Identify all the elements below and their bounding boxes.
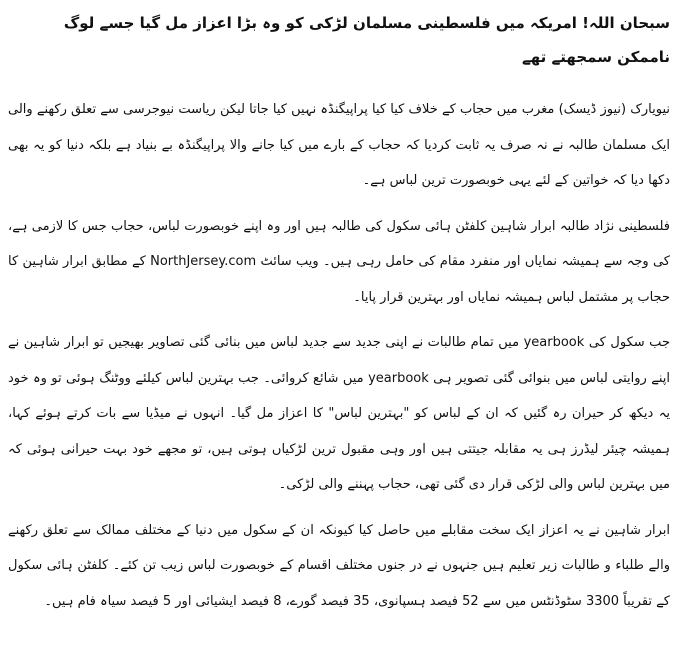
article-paragraph-4: ابرار شاہین نے یہ اعزاز ایک سخت مقابلے میں حاصل کیا کیونکہ ان کے سکول میں دنیا کے مختلف ممالک سے تعلق رکھنے والے طلباء و طالبات زیر تعلیم ہیں جنہوں نے در جنوں مختلف اقسام کے خوبصورت لباس زیب تن کئے۔ کلفٹن ہائی سکول کے تقریباً 3300 سٹوڈنٹس میں سے 52 فیصد ہسپانوی، 35 فیصد گورے، 8 فیصد ایشیائی اور 5 فیصد سیاہ فام ہیں۔ xyxy=(8,522,670,609)
article-paragraph-3: جب سکول کی yearbook میں تمام طالبات نے اپنی جدید سے جدید لباس میں بنائی گئی تصاویر بھیجیں تو ابرار شاہین نے اپنے روایتی لباس میں بنوائی گئی تصویر ہی yearbook میں شائع کروائی۔ جب بہترین لباس کیلئے ووٹنگ ہوئی تو وہ خود یہ دیکھ کر حیران رہ گئیں کہ ان کے لباس کو "بہترین لباس" کا اعزاز مل گیا۔ انہوں نے میڈیا سے بات کرتے ہوئے کہا، ہمیشہ چیئر لیڈرز ہی یہ مقابلہ جیتتی ہیں اور وہی مقبول ترین لڑکیاں ہوتی ہیں، تو مجھے خود بہت حیرانی ہوئی کہ میں بہترین لباس والی لڑکی قرار دی گئی تھی، حجاب پہننے والی لڑکی۔ xyxy=(8,335,670,492)
article-headline: سبحان اللہ! امریکہ میں فلسطینی مسلمان لڑکی کو وہ بڑا اعزاز مل گیا جسے لوگ ناممکن سمجھتے تھے xyxy=(63,14,670,66)
article-paragraph-2: فلسطینی نژاد طالبہ ابرار شاہین کلفٹن ہائی سکول کی طالبہ ہیں اور وہ اپنے خوبصورت لباس، حجاب جس کا لازمی ہے، کی وجہ سے ہمیشہ نمایاں اور منفرد مقام کی حامل رہی ہیں۔ ویب سائٹ NorthJersey.com کے مطابق ابرار شاہین کا حجاب پر مشتمل لباس ہمیشہ نمایاں اور بہترین قرار پایا۔ xyxy=(8,218,671,305)
article-paragraph-1: نیویارک (نیوز ڈیسک) مغرب میں حجاب کے خلاف کیا کیا پراپیگنڈہ نہیں کیا جاتا لیکن ریاست نیوجرسی سے تعلق رکھنے والی ایک مسلمان طالبہ نے نہ صرف یہ ثابت کردیا کہ حجاب کے بارے میں کیا جانے والا پراپیگنڈہ بے بنیاد ہے بلکہ دنیا کو یہ بھی دکھا دیا کہ خواتین کے لئے یہی خوبصورت ترین لباس ہے۔ xyxy=(8,102,670,188)
